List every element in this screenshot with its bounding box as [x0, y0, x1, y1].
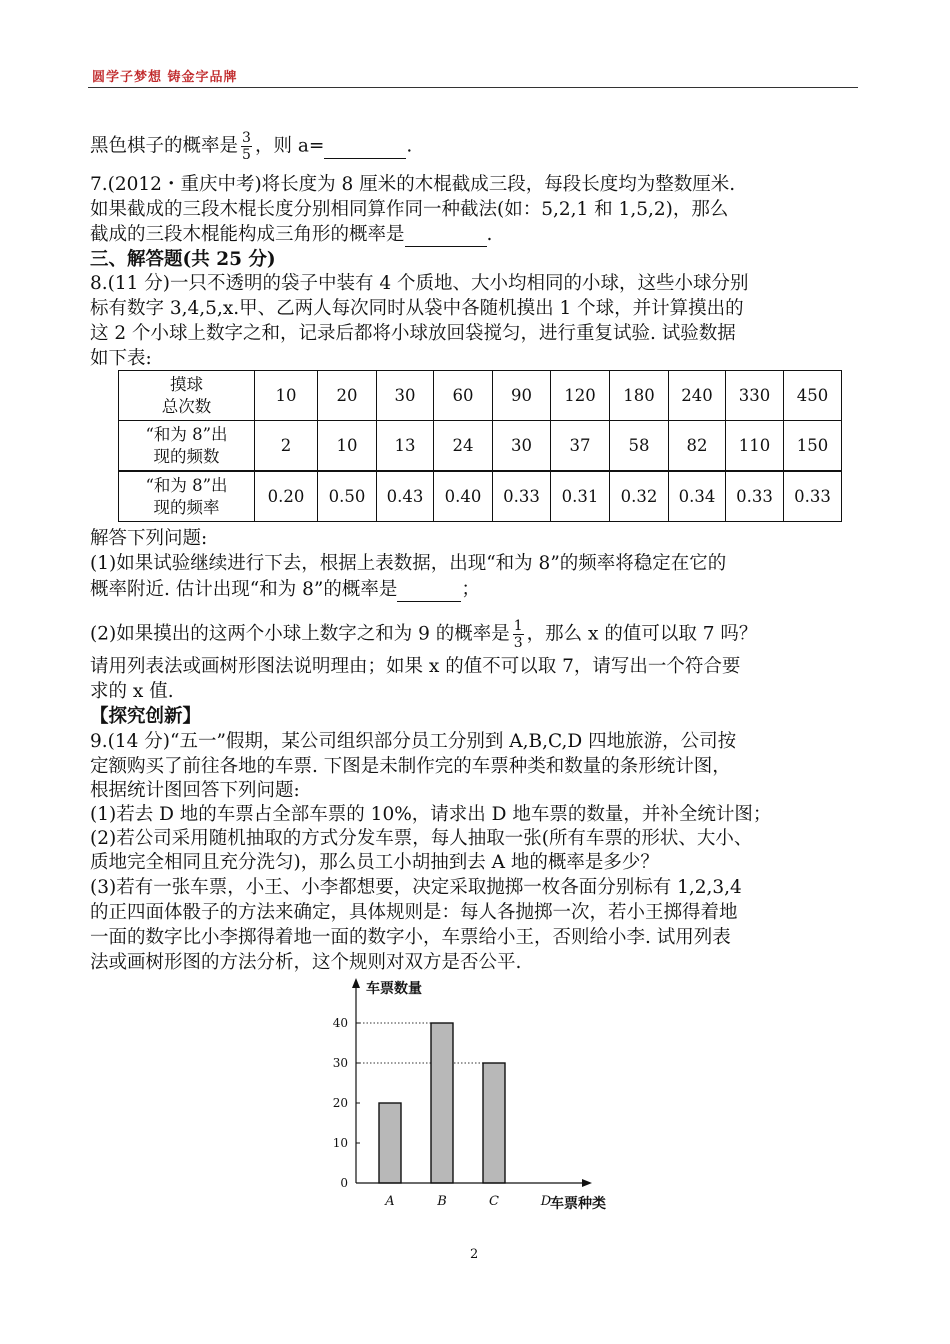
q9-part1: (1)若去 D 地的车票占全部车票的 10%，请求出 D 地车票的数量，并补全统计图；	[90, 804, 772, 825]
table-cell: 0.31	[551, 471, 610, 522]
table-cell: 0.33	[726, 471, 784, 522]
q8-prompt: 解答下列问题:	[90, 528, 208, 549]
x-tick-label: A	[385, 1194, 395, 1209]
table-cell: 20	[318, 371, 377, 421]
table-cell: 0.50	[318, 471, 377, 522]
q8-part2-text: (2)如果摸出的这两个小球上数字之和为 9 的概率是	[90, 623, 510, 645]
fraction-numerator: 1	[513, 618, 523, 634]
table-cell: 110	[726, 421, 784, 472]
q8-part1-line1: (1)如果试验继续进行下去，根据上表数据，出现“和为 8”的频率将稳定在它的	[90, 553, 727, 574]
table-cell: 30	[493, 421, 551, 472]
row-header: 摸球 总次数	[119, 371, 255, 421]
y-tick-label: 40	[332, 1016, 348, 1030]
y-tick-label: 30	[332, 1056, 348, 1070]
table-cell: 10	[318, 421, 377, 472]
q6-end: .	[406, 135, 413, 157]
q6-tail	[90, 130, 412, 163]
q8-line1: 8.(11 分)一只不透明的袋子中装有 4 个质地、大小均相同的小球，这些小球分别	[90, 273, 749, 294]
table-cell: 0.40	[434, 471, 493, 522]
q8-part1-end: ；	[461, 579, 480, 600]
q8-part1-line2	[90, 579, 480, 602]
q8-part2-text-after: ，那么 x 的值可以取 7 吗？	[526, 623, 758, 645]
answer-blank	[405, 224, 487, 247]
table-cell: 120	[551, 371, 610, 421]
bar-B	[431, 1023, 453, 1183]
table-cell: 24	[434, 421, 493, 472]
table-cell: 150	[784, 421, 842, 472]
table-cell: 10	[255, 371, 318, 421]
q8-part2-line1	[90, 618, 757, 651]
y-tick-label: 20	[332, 1096, 348, 1110]
q7-line2: 如果截成的三段木棍长度分别相同算作同一种截法(如：5,2,1 和 1,5,2)，那么	[90, 199, 729, 220]
table-cell: 60	[434, 371, 493, 421]
fraction-3-5	[241, 130, 252, 163]
section-heading-explore: 【探究创新】	[90, 706, 202, 727]
row-header: “和为 8”出 现的频数	[119, 421, 255, 472]
q7-line1: 7.(2012・重庆中考)将长度为 8 厘米的木棍截成三段，每段长度均为整数厘米.	[90, 174, 736, 195]
table-cell: 0.43	[377, 471, 434, 522]
q8-line2: 标有数字 3,4,5,x.甲、乙两人每次同时从袋中各随机摸出 1 个球，并计算摸出的	[90, 298, 744, 319]
x-tick-label: D	[540, 1194, 552, 1209]
q9-line2: 定额购买了前往各地的车票. 下图是未制作完的车票种类和数量的条形统计图，	[90, 756, 731, 777]
bar-chart	[300, 975, 640, 1215]
table-cell: 240	[669, 371, 726, 421]
x-tick-label: C	[489, 1194, 499, 1209]
bar-A	[379, 1103, 401, 1183]
q8-line4: 如下表:	[90, 348, 152, 369]
table-cell: 13	[377, 421, 434, 472]
q8-part2-line3: 求的 x 值.	[90, 681, 174, 702]
answer-blank	[324, 136, 406, 159]
table-cell: 0.20	[255, 471, 318, 522]
table-cell: 180	[610, 371, 669, 421]
table-cell: 0.33	[493, 471, 551, 522]
q9-line3: 根据统计图回答下列问题:	[90, 780, 300, 801]
y-tick-label: 10	[332, 1136, 348, 1150]
q7-line3	[90, 224, 492, 247]
q9-part2-line2: 质地完全相同且充分洗匀)，那么员工小胡抽到去 A 地的概率是多少？	[90, 852, 659, 873]
table-cell: 58	[610, 421, 669, 472]
fraction-denominator: 5	[242, 147, 251, 163]
q6-text-after: ，则 a=	[254, 135, 325, 157]
y-axis-title: 车票数量	[366, 981, 422, 997]
q6-text: 黑色棋子的概率是	[90, 135, 239, 157]
fraction-numerator: 3	[242, 130, 251, 146]
q9-line1: 9.(14 分)“五一”假期，某公司组织部分员工分别到 A,B,C,D 四地旅游，公司按	[90, 731, 737, 752]
fraction-1-3	[513, 618, 524, 651]
q7-end: .	[486, 224, 493, 245]
x-axis-title: 车票种类	[550, 1196, 606, 1212]
q7-line3-text: 截成的三段木棍能构成三角形的概率是	[90, 224, 405, 245]
q9-part3-line1: (3)若有一张车票，小王、小李都想要，决定采取抛掷一枚各面分别标有 1,2,3,4	[90, 877, 742, 898]
q8-line3: 这 2 个小球上数字之和，记录后都将小球放回袋搅匀，进行重复试验. 试验数据	[90, 323, 736, 344]
y-axis-arrow	[352, 978, 360, 988]
table-cell: 82	[669, 421, 726, 472]
bar-C	[483, 1063, 505, 1183]
x-tick-label: B	[437, 1194, 447, 1209]
table-row	[119, 371, 842, 421]
header-slogan: 圆学子梦想 铸金字品牌	[92, 70, 238, 85]
table-cell: 0.33	[784, 471, 842, 522]
y-tick-label: 0	[340, 1176, 348, 1190]
table-cell: 0.32	[610, 471, 669, 522]
table-cell: 37	[551, 421, 610, 472]
frequency-table	[118, 370, 842, 522]
answer-blank	[397, 579, 461, 602]
table-row	[119, 421, 842, 472]
table-cell: 450	[784, 371, 842, 421]
q9-part3-line3: 一面的数字比小李掷得着地一面的数字小，车票给小王，否则给小李. 试用列表	[90, 927, 731, 948]
q8-part1-text: 概率附近. 估计出现“和为 8”的概率是	[90, 579, 398, 600]
section-heading-3: 三、解答题(共 25 分)	[90, 249, 276, 270]
page-number: 2	[470, 1247, 479, 1262]
table-cell: 2	[255, 421, 318, 472]
table-row	[119, 471, 842, 522]
table-cell: 330	[726, 371, 784, 421]
x-axis-arrow	[582, 1179, 592, 1187]
table-cell: 90	[493, 371, 551, 421]
table-cell: 30	[377, 371, 434, 421]
q9-part3-line2: 的正四面体骰子的方法来确定，具体规则是：每人各抛掷一次，若小王掷得着地	[90, 902, 738, 923]
q9-part3-line4: 法或画树形图的方法分析，这个规则对双方是否公平.	[90, 952, 522, 973]
q9-part2-line1: (2)若公司采用随机抽取的方式分发车票，每人抽取一张(所有车票的形状、大小、	[90, 828, 753, 849]
header-divider	[88, 87, 858, 88]
row-header: “和为 8”出 现的频率	[119, 471, 255, 522]
q8-part2-line2: 请用列表法或画树形图法说明理由；如果 x 的值不可以取 7，请写出一个符合要	[90, 656, 741, 677]
table-cell: 0.34	[669, 471, 726, 522]
fraction-denominator: 3	[513, 635, 523, 651]
